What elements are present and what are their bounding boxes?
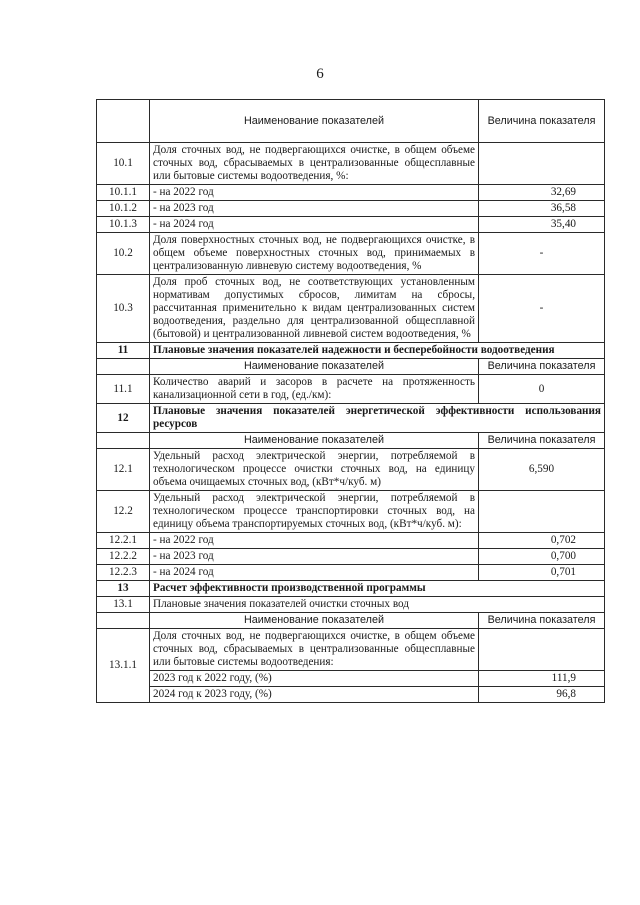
header-value-cell: Величина показателя <box>479 433 605 449</box>
section-title: Расчет эффективности производственной программы <box>150 581 605 597</box>
row-text: Удельный расход электрической энергии, потребляемой в технологическом процессе транспортировки сточных вод, на единицу объема транспортируемых сточных вод, (кВт*ч/куб. м): <box>150 491 479 533</box>
row-text: Доля сточных вод, не подвергающихся очистке, в общем объеме сточных вод, сбрасываемых в централизованные общесплавные или бытовые системы водоотведения: <box>150 629 479 671</box>
table-header-row <box>97 100 605 143</box>
row-value: 96,8 <box>479 687 605 703</box>
row-value: - <box>479 275 605 343</box>
row-number: 10.1.3 <box>97 217 150 233</box>
table-row <box>97 629 605 671</box>
table-row <box>97 375 605 404</box>
row-value <box>479 143 605 185</box>
table-row <box>97 185 605 201</box>
header-num-cell <box>97 433 150 449</box>
table-row <box>97 275 605 343</box>
table-row <box>97 549 605 565</box>
header-name-cell: Наименование показателей <box>150 100 479 143</box>
row-value: 0,702 <box>479 533 605 549</box>
row-value: 32,69 <box>479 185 605 201</box>
indicators-table <box>96 99 605 703</box>
row-value <box>479 629 605 671</box>
row-text: - на 2023 год <box>150 201 479 217</box>
section-row <box>97 581 605 597</box>
row-number: 11.1 <box>97 375 150 404</box>
page-number: 6 <box>316 66 324 82</box>
row-number: 12.2 <box>97 491 150 533</box>
header-num-cell <box>97 613 150 629</box>
row-value: 111,9 <box>479 671 605 687</box>
row-value <box>479 491 605 533</box>
table-row <box>97 449 605 491</box>
row-value: 6,590 <box>479 449 605 491</box>
row-text: Удельный расход электрической энергии, потребляемой в технологическом процессе очистки сточных вод, на единицу объема очищаемых сточных вод, (кВт*ч/куб. м) <box>150 449 479 491</box>
table-row <box>97 201 605 217</box>
row-number: 13.1.1 <box>97 629 150 703</box>
section-title: Плановые значения показателей энергетической эффективности использования ресурсов <box>150 404 605 433</box>
section-number: 12 <box>97 404 150 433</box>
section-row <box>97 404 605 433</box>
table-row <box>97 533 605 549</box>
section-number: 13 <box>97 581 150 597</box>
row-value: 0 <box>479 375 605 404</box>
section-title: Плановые значения показателей надежности и бесперебойности водоотведения <box>150 343 605 359</box>
row-number: 10.2 <box>97 233 150 275</box>
row-number: 12.2.1 <box>97 533 150 549</box>
table-row <box>97 671 605 687</box>
header-num-cell <box>97 100 150 143</box>
row-number: 10.1 <box>97 143 150 185</box>
row-number: 12.2.2 <box>97 549 150 565</box>
row-text: 2023 год к 2022 году, (%) <box>150 671 479 687</box>
row-text: - на 2022 год <box>150 185 479 201</box>
header-name-cell: Наименование показателей <box>150 433 479 449</box>
header-value-cell: Величина показателя <box>479 613 605 629</box>
row-text: 2024 год к 2023 году, (%) <box>150 687 479 703</box>
table-row <box>97 565 605 581</box>
header-value-cell: Величина показателя <box>479 359 605 375</box>
row-text: - на 2022 год <box>150 533 479 549</box>
row-value: 35,40 <box>479 217 605 233</box>
row-text: Плановые значения показателей очистки сточных вод <box>150 597 605 613</box>
row-number: 10.1.1 <box>97 185 150 201</box>
section-row <box>97 343 605 359</box>
table-header-row <box>97 433 605 449</box>
table-row <box>97 217 605 233</box>
row-number: 12.1 <box>97 449 150 491</box>
row-number: 12.2.3 <box>97 565 150 581</box>
header-num-cell <box>97 359 150 375</box>
header-name-cell: Наименование показателей <box>150 613 479 629</box>
table-header-row <box>97 613 605 629</box>
section-number: 11 <box>97 343 150 359</box>
row-number: 10.1.2 <box>97 201 150 217</box>
table-row <box>97 233 605 275</box>
table-row <box>97 597 605 613</box>
row-number: 13.1 <box>97 597 150 613</box>
row-text: Количество аварий и засоров в расчете на протяженность канализационной сети в год, (ед./км): <box>150 375 479 404</box>
row-value: 0,701 <box>479 565 605 581</box>
table-row <box>97 687 605 703</box>
row-text: - на 2023 год <box>150 549 479 565</box>
row-number: 10.3 <box>97 275 150 343</box>
header-name-cell: Наименование показателей <box>150 359 479 375</box>
table-row <box>97 491 605 533</box>
row-text: - на 2024 год <box>150 217 479 233</box>
table-row <box>97 143 605 185</box>
row-text: Доля сточных вод, не подвергающихся очистке, в общем объеме сточных вод, сбрасываемых в централизованные общесплавные или бытовые системы водоотведения, %: <box>150 143 479 185</box>
header-value-cell: Величина показателя <box>479 100 605 143</box>
row-text: Доля поверхностных сточных вод, не подвергающихся очистке, в общем объеме поверхностных сточных вод, принимаемых в централизованную ливневую систему водоотведения, % <box>150 233 479 275</box>
row-text: Доля проб сточных вод, не соответствующих установленным нормативам допустимых сбросов, лимитам на сбросы, рассчитанная применительно к видам централизованных систем водоотведения, раздельно для централизованной общесплавной (бытовой) и централизованной ливневой систем водоотведения, % <box>150 275 479 343</box>
row-value: 0,700 <box>479 549 605 565</box>
row-value: - <box>479 233 605 275</box>
table-header-row <box>97 359 605 375</box>
row-text: - на 2024 год <box>150 565 479 581</box>
row-value: 36,58 <box>479 201 605 217</box>
